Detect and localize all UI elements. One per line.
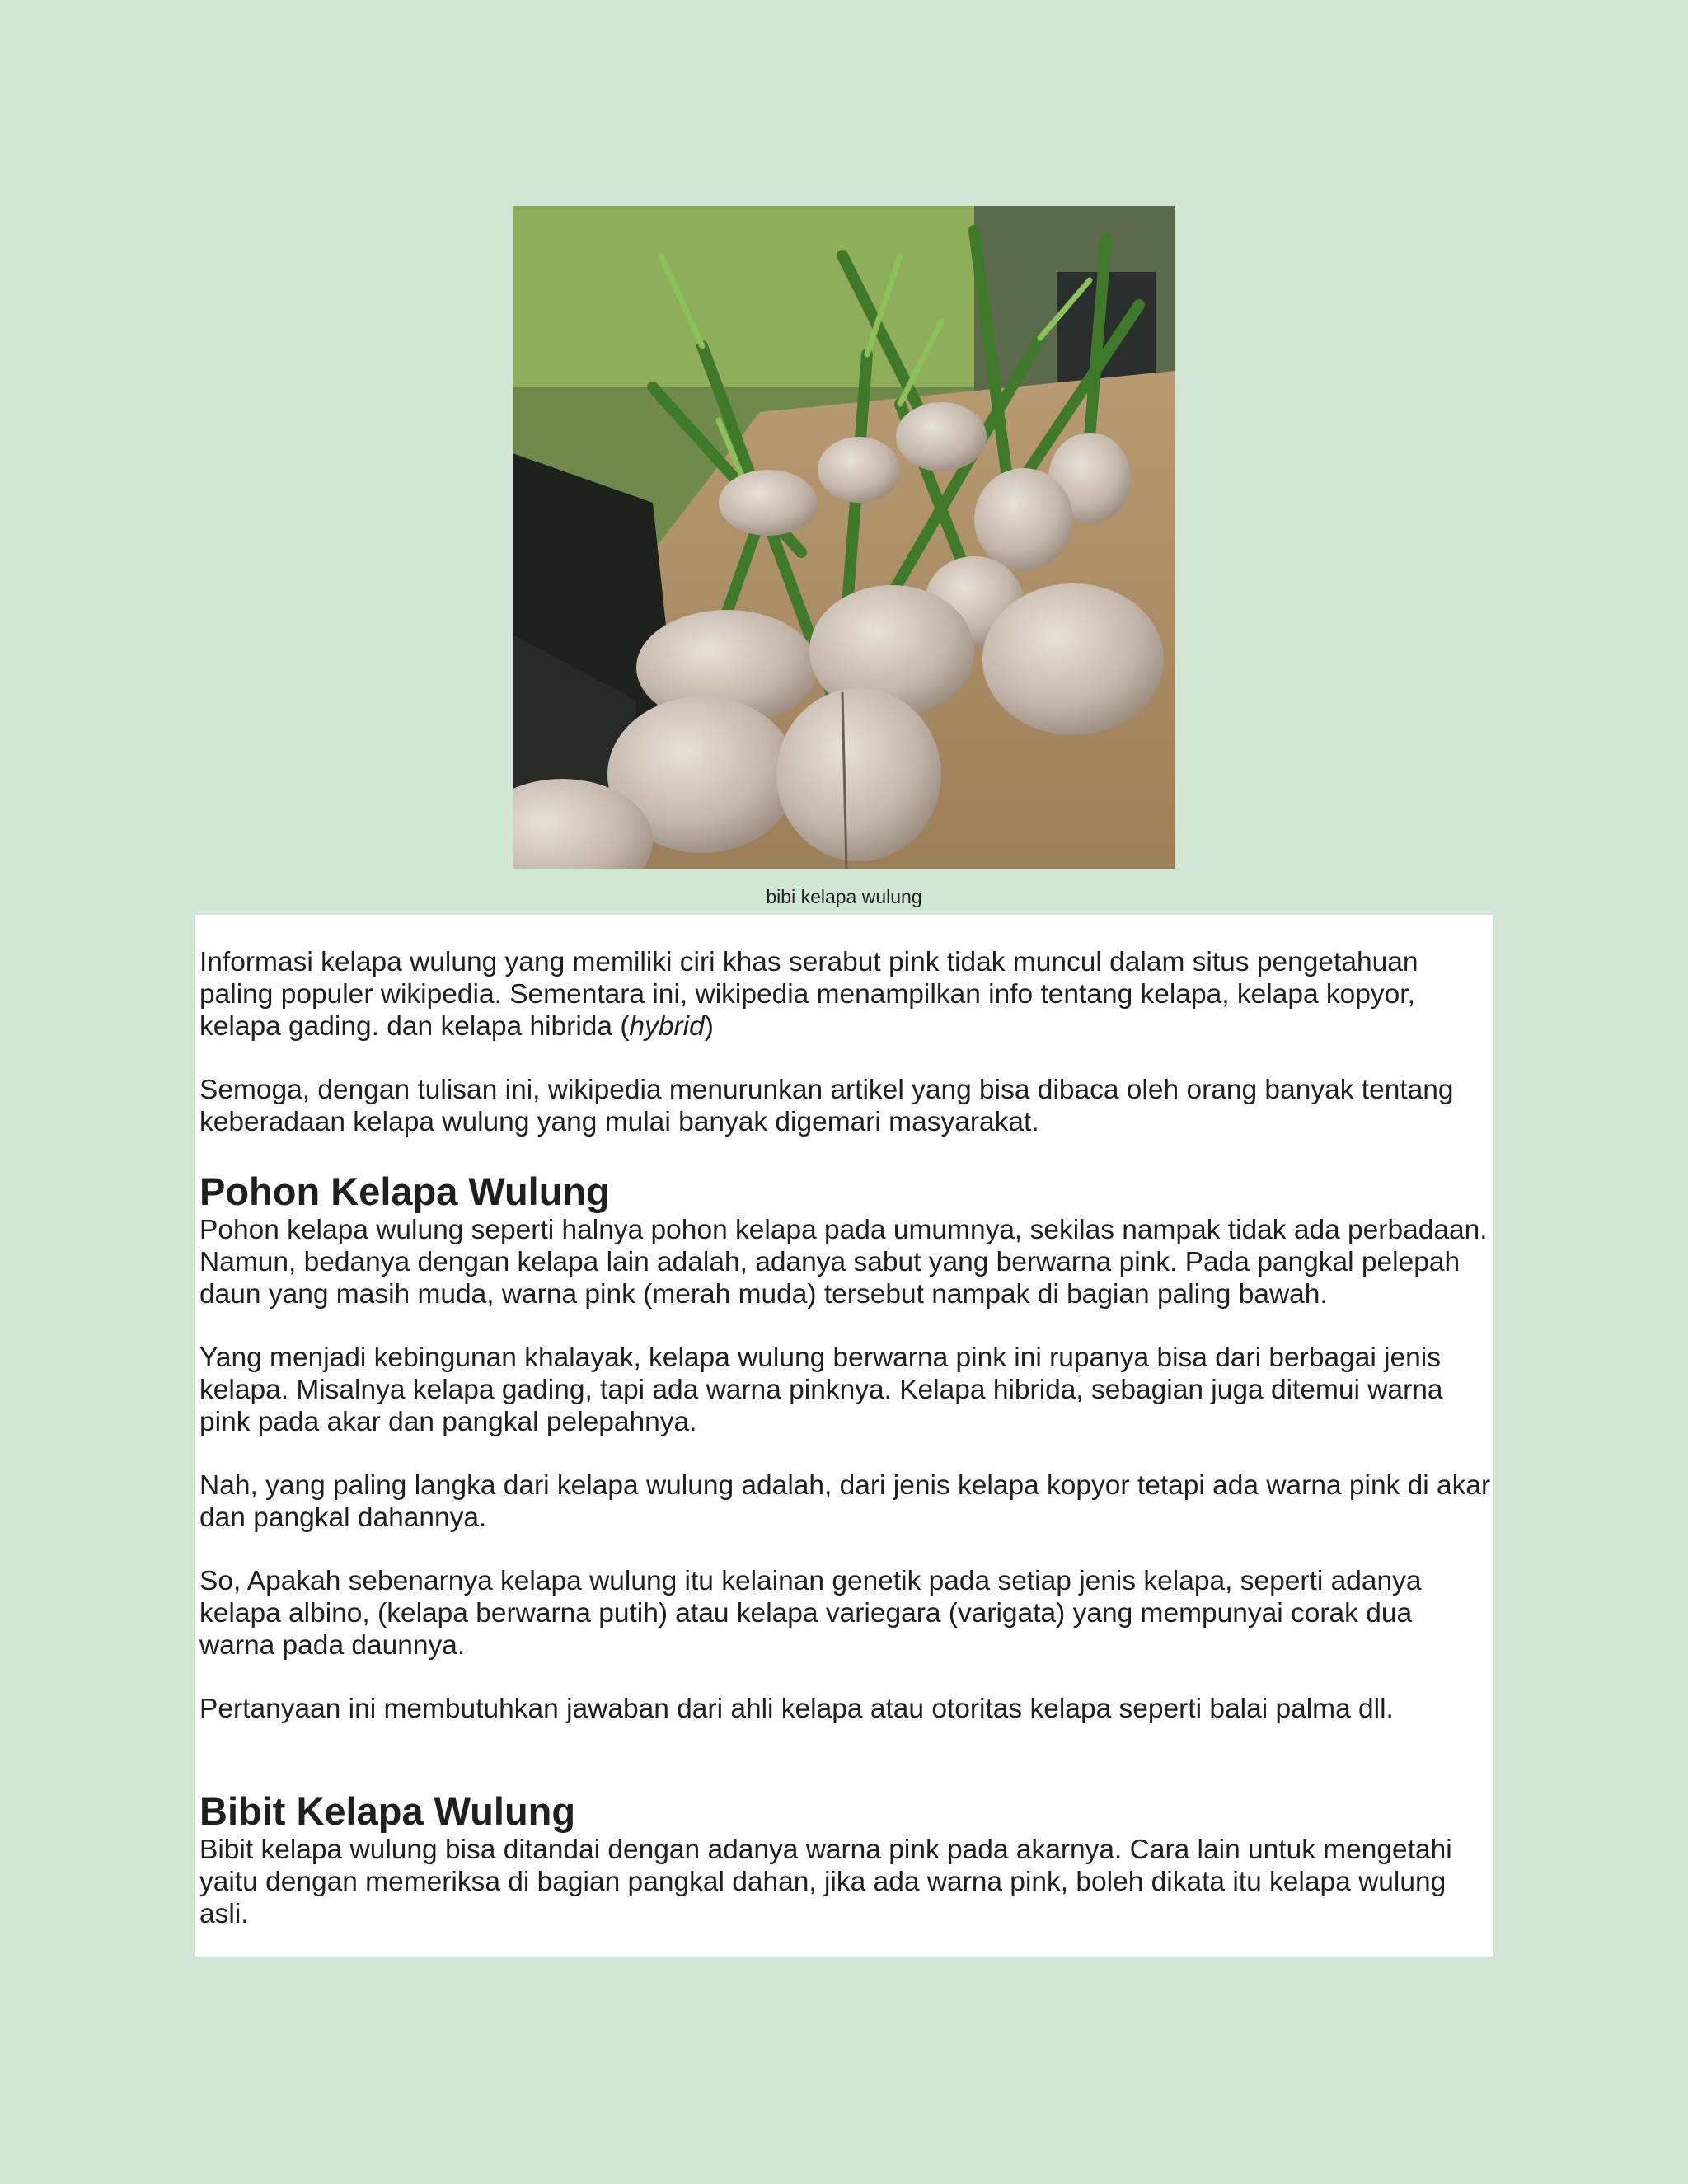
section1-paragraph: Pohon kelapa wulung seperti halnya pohon kelapa pada umumnya, sekilas nampak tidak ada perbadaan. Namun, bedanya dengan kelapa lain adalah, adanya sabut yang berwarna pink. Pada pangkal pelepah daun yang masih muda, warna pink (merah muda) tersebut nampak di bagian paling bawah. — [199, 1215, 1488, 1310]
image-caption: bibi kelapa wulung — [766, 886, 922, 907]
intro-text: Informasi kelapa wulung yang memiliki ciri khas serabut pink tidak muncul dalam situs pengetahuan paling populer wikipedia. Sementara ini, wikipedia menampilkan info tentang kelapa, kelapa kopyor, kelapa gading. dan kelapa hibrida ( — [199, 947, 1418, 1042]
section-heading-bibit: Bibit Kelapa Wulung — [199, 1789, 576, 1833]
intro-paragraph-1 — [199, 946, 1493, 1043]
section1-paragraph: Pertanyaan ini membutuhkan jawaban dari ahli kelapa atau otoritas kelapa seperti balai palma dll. — [199, 1694, 1394, 1724]
section-heading-pohon: Pohon Kelapa Wulung — [199, 1169, 610, 1213]
section1-paragraph: Nah, yang paling langka dari kelapa wulung adalah, dari jenis kelapa kopyor tetapi ada warna pink di akar dan pangkal dahannya. — [199, 1470, 1491, 1533]
intro-text-end: ) — [704, 1011, 714, 1042]
section1-paragraph: Yang menjadi kebingunan khalayak, kelapa wulung berwarna pink ini rupanya bisa dari berbagai jenis kelapa. Misalnya kelapa gading, tapi ada warna pinknya. Kelapa hibrida, sebagian juga ditemui warna pink pada akar dan pangkal pelepahnya. — [199, 1343, 1443, 1437]
section2-paragraph: Bibit kelapa wulung bisa ditandai dengan adanya warna pink pada akarnya. Cara lain untuk mengetahi yaitu dengan memeriksa di bagian pangkal dahan, jika ada warna pink, boleh dikata itu kelapa wulung asli. — [199, 1835, 1452, 1929]
coconut-seedlings-photo — [513, 206, 1175, 869]
hybrid-term: hybrid — [629, 1011, 705, 1042]
section1-paragraph: So, Apakah sebenarnya kelapa wulung itu kelainan genetik pada setiap jenis kelapa, seperti adanya kelapa albino, (kelapa berwarna putih) atau kelapa variegara (varigata) yang mempunyai corak dua warna pada daunnya. — [199, 1566, 1422, 1661]
article-content — [195, 915, 1493, 1957]
intro-paragraph-2: Semoga, dengan tulisan ini, wikipedia menurunkan artikel yang bisa dibaca oleh orang banyak tentang keberadaan kelapa wulung yang mulai banyak digemari masyarakat. — [199, 1075, 1454, 1137]
